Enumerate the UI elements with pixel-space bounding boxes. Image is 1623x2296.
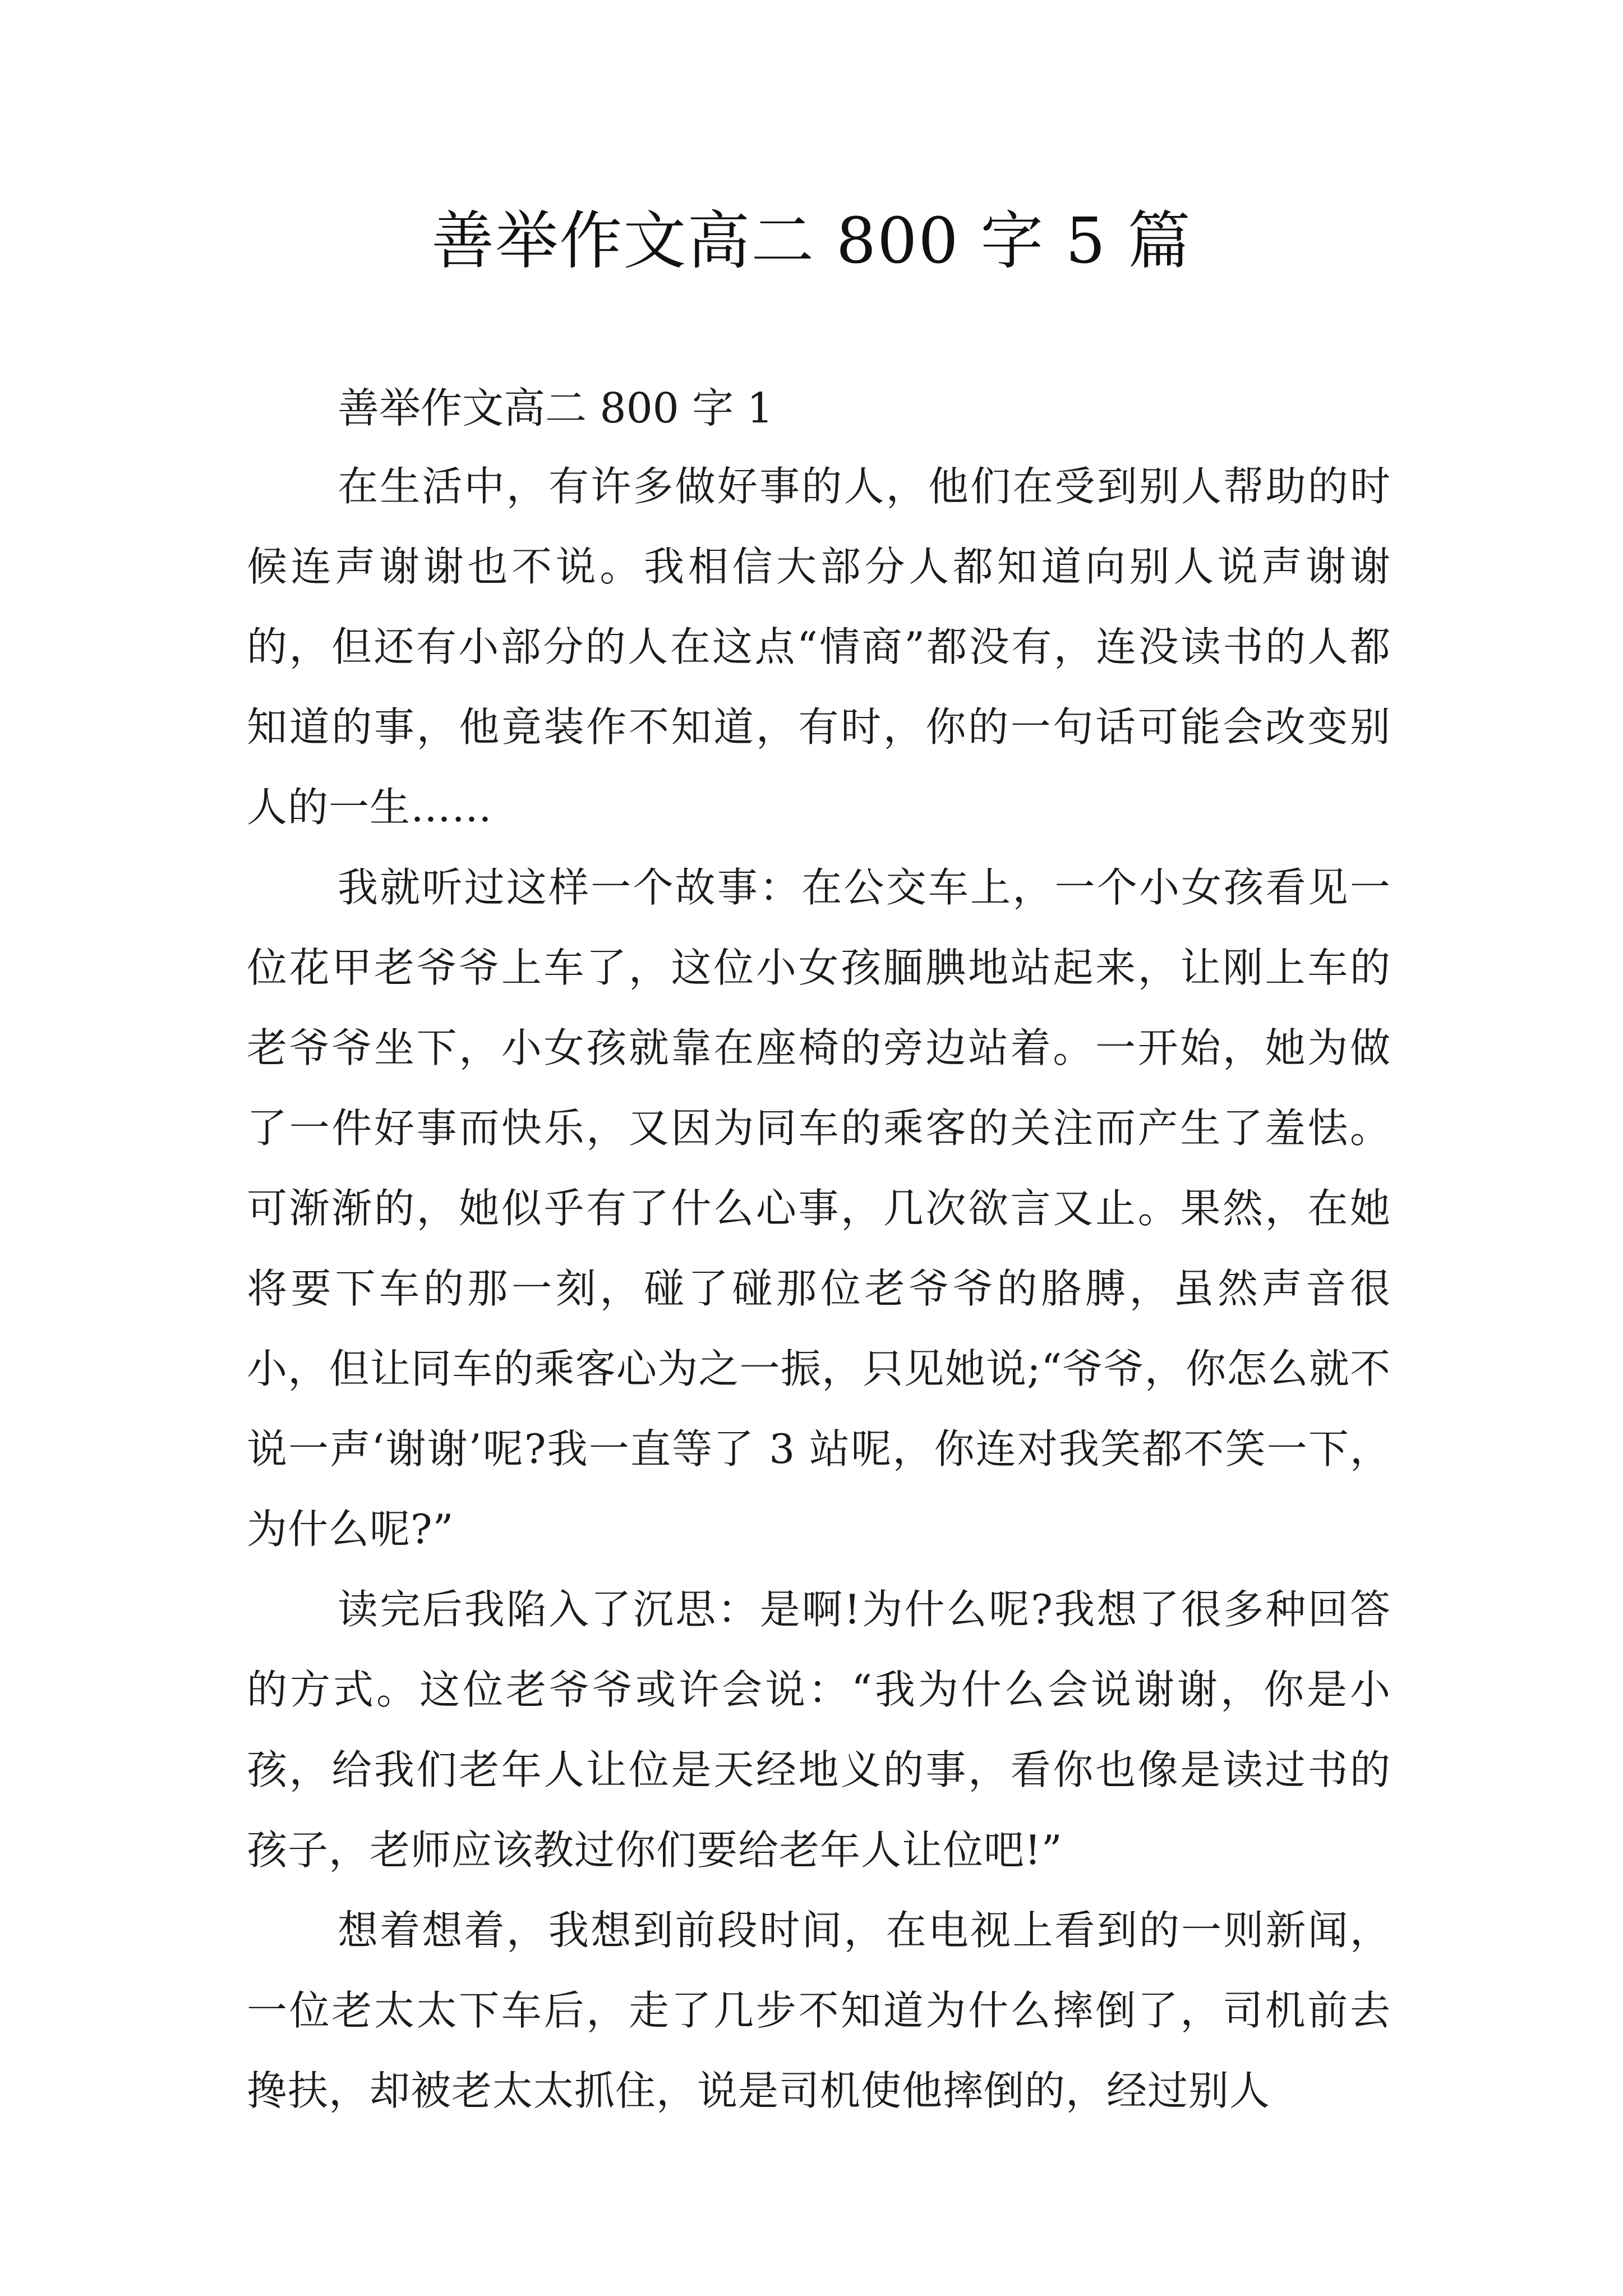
document-title: 善举作文高二 800 字 5 篇 [431, 205, 1192, 278]
paragraph-3: 读完后我陷入了沉思：是啊!为什么呢?我想了很多种回答的方式。这位老爷爷或许会说：“我为什么会说谢谢，你是小孩，给我们老年人让位是天经地义的事，看你也像是读过书的孩子，老师应该教过你们要给老年人让位吧!” [247, 1586, 1391, 1874]
paragraph-2: 我就听过这样一个故事：在公交车上，一个小女孩看见一位花甲老爷爷上车了，这位小女孩腼腆地站起来，让刚上车的老爷爷坐下，小女孩就靠在座椅的旁边站着。一开始，她为做了一件好事而快乐，又因为同车的乘客的关注而产生了羞怯。可渐渐的，她似乎有了什么心事，几次欲言又止。果然，在她将要下车的那一刻，碰了碰那位老爷爷的胳膊，虽然声音很小，但让同车的乘客心为之一振，只见她说;“爷爷，你怎么就不说一声‘谢谢’呢?我一直等了 3 站呢，你连对我笑都不笑一下，为什么呢?” [247, 864, 1391, 1553]
document-body [247, 370, 1391, 2131]
paragraph-4: 想着想着，我想到前段时间，在电视上看到的一则新闻，一位老太太下车后，走了几步不知道为什么摔倒了，司机前去搀扶，却被老太太抓住，说是司机使他摔倒的，经过别人 [247, 1907, 1391, 2114]
section-heading: 善举作文高二 800 字 1 [338, 384, 773, 432]
paragraph-1: 在生活中，有许多做好事的人，他们在受到别人帮助的时候连声谢谢也不说。我相信大部分人都知道向别人说声谢谢的，但还有小部分的人在这点“情商”都没有，连没读书的人都知道的事，他竟装作不知道，有时，你的一句话可能会改变别人的一生…… [247, 463, 1391, 831]
